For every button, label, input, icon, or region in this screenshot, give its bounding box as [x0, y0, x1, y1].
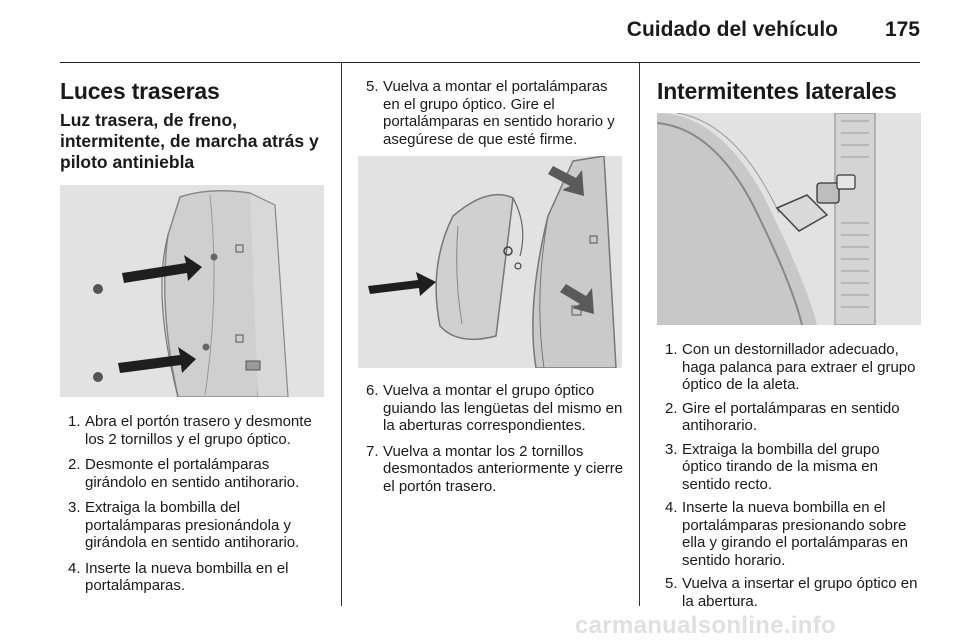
page-header [60, 0, 920, 63]
column-divider [341, 62, 342, 606]
column-middle [358, 62, 624, 503]
column-left [60, 62, 326, 603]
figure-side-indicator [657, 113, 921, 325]
list-item: 3. Extraiga la bombilla del grupo óptico tirando de la misma en sentido recto. [665, 440, 880, 493]
list-item: 5. Vuelva a montar el portalámparas en el grupo óptico. Gire el portalámparas en sentido horario y asegúrese de que esté firme. [366, 78, 615, 148]
step-list [60, 413, 326, 595]
column-divider [639, 62, 640, 606]
list-item: 4. Inserte la nueva bombilla en el portalámparas. [68, 559, 289, 594]
list-item: 3. Extraiga la bombilla del portalámparas presionándola y girándola en sentido antihorario. [68, 499, 300, 551]
list-item: 6. Vuelva a montar el grupo óptico guiando las lengüetas del mismo en la aberturas correspondientes. [366, 382, 623, 434]
figure-tail-light-refit [358, 156, 622, 368]
step-list [358, 78, 624, 148]
page-number: 175 [884, 18, 920, 41]
watermark: carmanualsonline.info [575, 612, 837, 639]
subsection-title: Luz trasera, de freno, intermitente, de marcha atrás y piloto antiniebla [60, 110, 319, 172]
figure-tail-light-removal [60, 185, 324, 397]
list-item: 7. Vuelva a montar los 2 tornillos desmontados anteriormente y cierre el portón trasero. [366, 442, 624, 495]
section-title: Luces traseras [60, 78, 220, 104]
list-item: 1. Con un destornillador adecuado, haga palanca para extraer el grupo óptico de la aleta. [665, 341, 916, 393]
section-title: Intermitentes laterales [657, 78, 897, 104]
list-item: 2. Gire el portalámparas en sentido antihorario. [665, 399, 900, 434]
column-right [657, 62, 921, 616]
running-title: Cuidado del vehículo [626, 18, 838, 41]
step-list [657, 341, 921, 610]
step-list [358, 382, 624, 495]
list-item: 2. Desmonte el portalámparas girándolo en sentido antihorario. [68, 456, 300, 491]
list-item: 1. Abra el portón trasero y desmonte los 2 tornillos y el grupo óptico. [68, 413, 312, 448]
list-item: 5. Vuelva a insertar el grupo óptico en la abertura. [665, 575, 918, 610]
list-item: 4. Inserte la nueva bombilla en el portalámparas presionando sobre ella y girando el portalámparas en sentido horario. [665, 499, 908, 569]
